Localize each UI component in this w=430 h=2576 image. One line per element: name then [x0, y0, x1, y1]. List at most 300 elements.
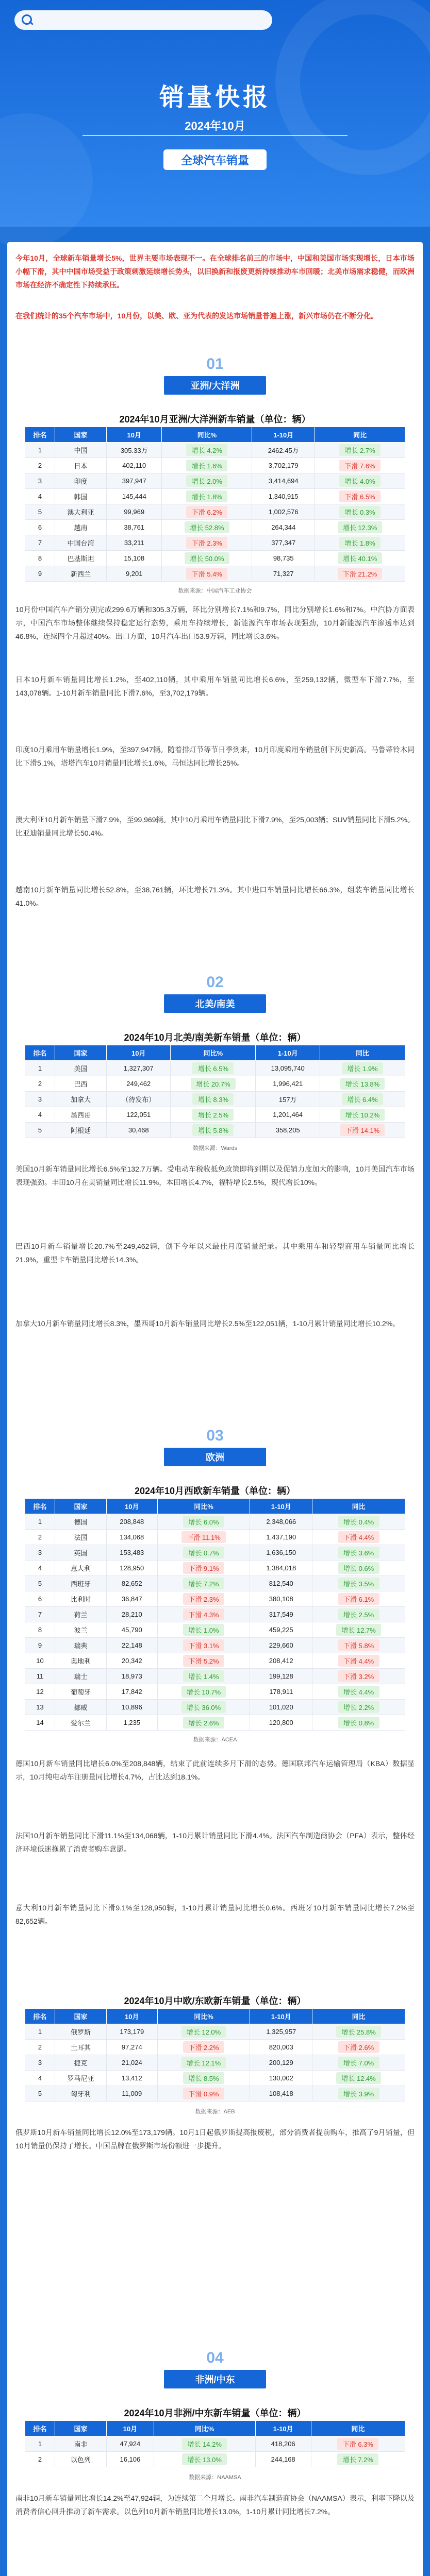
table-cell — [157, 1700, 250, 1715]
column-header: 1-10月 — [250, 1499, 312, 1514]
change-badge: 下滑 2.2% — [183, 2041, 224, 2053]
change-badge: 增长 2.6% — [183, 1717, 224, 1728]
table-cell: 4 — [25, 1107, 55, 1123]
column-header: 国家 — [55, 2421, 107, 2436]
americas-sales-table — [25, 1045, 405, 1138]
table-cell — [162, 489, 252, 504]
change-badge: 增长 2.5% — [192, 1109, 234, 1121]
change-badge: 下滑 2.3% — [183, 1593, 224, 1605]
table-cell: 西班牙 — [55, 1576, 107, 1591]
table-cell: 1,636,150 — [250, 1545, 312, 1561]
table-cell: 法国 — [55, 1530, 107, 1545]
table-cell — [312, 1653, 405, 1669]
table-cell: 英国 — [55, 1545, 107, 1561]
table-cell: 208,848 — [107, 1514, 158, 1530]
change-badge: 增长 4.4% — [338, 1686, 379, 1698]
table-cell: 97,274 — [107, 2040, 158, 2055]
table-cell: 128,950 — [107, 1561, 158, 1576]
table-cell: 韩国 — [55, 489, 107, 504]
change-badge: 下滑 6.1% — [338, 1593, 379, 1605]
change-badge: 增长 0.3% — [339, 506, 381, 518]
table-row — [25, 551, 405, 566]
change-badge: 增长 13.0% — [182, 2453, 226, 2465]
section-number: 03 — [206, 1427, 224, 1444]
table-cell: 153,483 — [107, 1545, 158, 1561]
column-header: 10月 — [107, 2009, 158, 2024]
change-badge: 增长 6.0% — [183, 1516, 224, 1528]
table-cell: 意大利 — [55, 1561, 107, 1576]
column-header: 国家 — [55, 1045, 107, 1061]
table-cell: 28,210 — [107, 1607, 158, 1622]
table-row — [25, 1653, 405, 1669]
table-row — [25, 1561, 405, 1576]
table-row — [25, 566, 405, 582]
column-header: 国家 — [55, 427, 107, 443]
table-cell — [312, 1607, 405, 1622]
column-header: 10月 — [107, 2421, 154, 2436]
table-cell: 加拿大 — [55, 1092, 107, 1107]
table-cell — [157, 2086, 250, 2102]
column-header: 10月 — [107, 1045, 171, 1061]
table-cell: 20,342 — [107, 1653, 158, 1669]
table-cell — [312, 2055, 405, 2071]
table-cell: 2 — [25, 1076, 55, 1092]
table-cell — [312, 1669, 405, 1684]
table-cell — [312, 1715, 405, 1731]
table-cell: 3 — [25, 473, 55, 489]
change-badge: 下滑 2.3% — [186, 537, 227, 549]
table-cell: 1 — [25, 1061, 55, 1076]
table-title: 2024年10月北美/南美新车销量（单位：辆） — [124, 1032, 306, 1043]
table-cell: 4 — [25, 1561, 55, 1576]
change-badge: 增长 0.6% — [338, 1562, 379, 1574]
table-cell: 8 — [25, 551, 55, 566]
table-row — [25, 1123, 405, 1138]
table-cell: 45,790 — [107, 1622, 158, 1638]
table-cell — [312, 2086, 405, 2102]
change-badge: 增长 7.0% — [338, 2057, 379, 2069]
table-cell: 俄罗斯 — [55, 2024, 107, 2040]
table-cell — [312, 2040, 405, 2055]
change-badge: 增长 12.4% — [336, 2072, 381, 2084]
change-badge: 增长 2.0% — [186, 475, 227, 487]
data-source: 数据来源：ACEA — [193, 1737, 237, 1743]
column-header: 1-10月 — [256, 1045, 320, 1061]
change-badge: 增长 2.5% — [338, 1608, 379, 1620]
table-cell — [162, 520, 252, 535]
asia-sales-table — [25, 427, 405, 582]
table-cell — [315, 473, 405, 489]
title-divider — [82, 135, 348, 136]
table-cell: 249,462 — [107, 1076, 171, 1092]
change-badge: 下滑 5.4% — [186, 568, 227, 580]
table-cell: 印度 — [55, 473, 107, 489]
table-row — [25, 1061, 405, 1076]
table-cell — [312, 1545, 405, 1561]
table-row — [25, 1107, 405, 1123]
table-cell: 1,235 — [107, 1715, 158, 1731]
table-cell — [157, 1514, 250, 1530]
table-cell: 1,384,018 — [250, 1561, 312, 1576]
table-cell: 10 — [25, 1653, 55, 1669]
table-cell: 中国台湾 — [55, 535, 107, 551]
table-row — [25, 458, 405, 473]
table-cell: 11,009 — [107, 2086, 158, 2102]
table-row — [25, 1607, 405, 1622]
table-cell: 21,024 — [107, 2055, 158, 2071]
table-row — [25, 1530, 405, 1545]
table-row — [25, 489, 405, 504]
table-title: 2024年10月非洲/中东新车销量（单位：辆） — [124, 2408, 306, 2418]
change-badge: 增长 8.5% — [183, 2072, 224, 2084]
table-cell: 200,129 — [250, 2055, 312, 2071]
table-cell: 9 — [25, 1638, 55, 1653]
change-badge: 下滑 4.3% — [183, 1608, 224, 1620]
table-cell — [157, 2071, 250, 2086]
africa-mideast-sales-table — [25, 2420, 405, 2467]
change-badge: 增长 3.6% — [338, 1547, 379, 1558]
column-header: 排名 — [25, 1499, 55, 1514]
table-cell: 巴西 — [55, 1076, 107, 1092]
table-cell: 101,020 — [250, 1700, 312, 1715]
table-cell: 6 — [25, 520, 55, 535]
change-badge: 增长 1.8% — [339, 537, 381, 549]
change-badge: 增长 3.5% — [338, 1578, 379, 1589]
table-cell — [311, 2452, 405, 2467]
column-header: 排名 — [25, 427, 55, 443]
change-badge: 下滑 5.2% — [183, 1655, 224, 1667]
table-cell — [157, 1530, 250, 1545]
table-cell: 瑞士 — [55, 1669, 107, 1684]
change-badge: 增长 50.0% — [185, 552, 229, 564]
table-cell: 爱尔兰 — [55, 1715, 107, 1731]
table-row — [25, 535, 405, 551]
table-cell — [320, 1092, 405, 1107]
body-paragraph: 澳大利亚10月新车销量下滑7.9%，至99,969辆。其中10月乘用车销量同比下滑7.9%，至25,003辆；SUV销量同比下滑5.2%。比亚迪销量同比增长50.4%。 — [15, 816, 415, 837]
table-row — [25, 1715, 405, 1731]
table-cell: 178,911 — [250, 1684, 312, 1700]
change-badge: 增长 25.8% — [336, 2026, 381, 2038]
table-cell — [171, 1107, 256, 1123]
change-badge: 增长 4.0% — [339, 475, 381, 487]
west-europe-sales-table — [25, 1498, 405, 1731]
data-source: 数据来源：Wards — [192, 1145, 238, 1151]
table-cell — [320, 1076, 405, 1092]
table-cell: 1,340,915 — [252, 489, 315, 504]
table-cell: 阿根廷 — [55, 1123, 107, 1138]
table-cell: 208,412 — [250, 1653, 312, 1669]
table-cell: 1,002,576 — [252, 504, 315, 520]
change-badge: 增长 12.3% — [338, 521, 382, 533]
table-cell: 澳大利亚 — [55, 504, 107, 520]
table-cell: 3 — [25, 2055, 55, 2071]
table-cell: 13,412 — [107, 2071, 158, 2086]
change-badge: 增长 1.6% — [186, 460, 227, 471]
body-paragraph: 越南10月新车销量同比增长52.8%，至38,761辆，环比增长71.3%。其中进口车销量同比增长66.3%，组装车销量同比增长41.0%。 — [15, 886, 415, 907]
table-cell: 德国 — [55, 1514, 107, 1530]
table-cell: 1 — [25, 2024, 55, 2040]
table-cell — [312, 1684, 405, 1700]
decor-circle — [0, 113, 93, 247]
table-row — [25, 1669, 405, 1684]
table-cell: 30,468 — [107, 1123, 171, 1138]
table-row — [25, 2055, 405, 2071]
table-cell: 5 — [25, 1576, 55, 1591]
change-badge: 下滑 7.6% — [339, 460, 381, 471]
column-header: 1-10月 — [255, 2421, 311, 2436]
table-row — [25, 1638, 405, 1653]
table-cell — [162, 473, 252, 489]
table-cell: 377,347 — [252, 535, 315, 551]
table-cell: 捷克 — [55, 2055, 107, 2071]
table-cell — [162, 551, 252, 566]
table-cell: 1,201,464 — [256, 1107, 320, 1123]
table-cell: 罗马尼亚 — [55, 2071, 107, 2086]
column-header: 排名 — [25, 2009, 55, 2024]
table-cell: （待发布） — [107, 1092, 171, 1107]
column-header: 同比% — [171, 1045, 256, 1061]
table-cell — [315, 504, 405, 520]
section-label: 亚洲/大洋洲 — [164, 376, 266, 395]
table-cell: 1 — [25, 443, 55, 458]
table-cell — [162, 566, 252, 582]
table-cell — [171, 1061, 256, 1076]
table-cell: 13 — [25, 1700, 55, 1715]
search-icon — [19, 11, 36, 29]
table-cell — [315, 520, 405, 535]
column-header: 同比 — [315, 427, 405, 443]
table-cell — [312, 1530, 405, 1545]
change-badge: 增长 12.7% — [336, 1624, 381, 1636]
table-cell — [157, 1561, 250, 1576]
column-header: 排名 — [25, 1045, 55, 1061]
table-cell: 7 — [25, 1607, 55, 1622]
table-row — [25, 2452, 405, 2467]
table-cell: 4 — [25, 2071, 55, 2086]
table-cell: 5 — [25, 1123, 55, 1138]
table-cell: 14 — [25, 1715, 55, 1731]
table-cell: 2 — [25, 1530, 55, 1545]
table-cell: 229,660 — [250, 1638, 312, 1653]
table-title: 2024年10月中欧/东欧新车销量（单位：辆） — [124, 1996, 306, 2006]
table-row — [25, 2086, 405, 2102]
change-badge: 下滑 6.5% — [339, 490, 381, 502]
table-cell: 奥地利 — [55, 1653, 107, 1669]
table-cell: 1,325,957 — [250, 2024, 312, 2040]
change-badge: 增长 0.4% — [338, 1516, 379, 1528]
change-badge: 下滑 3.1% — [183, 1639, 224, 1651]
section-label: 非洲/中东 — [164, 2370, 266, 2388]
change-badge: 下滑 4.4% — [338, 1531, 379, 1543]
table-cell: 47,924 — [107, 2436, 154, 2452]
table-cell: 98,735 — [252, 551, 315, 566]
table-cell: 南非 — [55, 2436, 107, 2452]
body-paragraph: 巴西10月新车销量增长20.7%至249,462辆，创下今年以来最佳月度销量纪录。其中乘用车和轻型商用车销量同比增长21.9%，重型卡车销量同比增长14.3%。 — [15, 1242, 415, 1264]
table-row — [25, 1545, 405, 1561]
table-cell: 397,947 — [107, 473, 162, 489]
data-source: 数据来源：NAAMSA — [189, 2475, 241, 2481]
table-cell: 挪威 — [55, 1700, 107, 1715]
table-cell — [311, 2436, 405, 2452]
body-paragraph: 10月份中国汽车产销分别完成299.6万辆和305.3万辆，环比分别增长7.1%和9.7%，同比分别增长1.6%和7%。中汽协方面表示，中国汽车市场整体继续保持稳定运行态势，乘用车持续增长，新能源汽车市场表现强劲，10月新能源汽车渗透率达到46.8%，连续四个月超过40%。出口方面，10月汽车出口53.9万辆，同比增长3.6%。 — [15, 605, 415, 640]
body-paragraph: 意大利10月新车销量同比下滑9.1%至128,950辆，1-10月累计销量同比增长0.6%。西班牙10月新车销量同比增长7.2%至82,652辆。 — [15, 1904, 415, 1925]
body-paragraph: 德国10月新车销量同比增长6.0%至208,848辆，结束了此前连续多月下滑的态势。德国联邦汽车运输管理局（KBA）数据显示，10月纯电动车注册量同比增长4.7%，占比达到18.1%。 — [15, 1759, 415, 1781]
table-cell: 越南 — [55, 520, 107, 535]
table-cell: 4 — [25, 489, 55, 504]
column-header: 国家 — [55, 2009, 107, 2024]
table-cell — [157, 1545, 250, 1561]
change-badge: 下滑 14.1% — [340, 1124, 385, 1136]
search-bar[interactable] — [14, 10, 272, 30]
table-cell: 瑞典 — [55, 1638, 107, 1653]
table-cell: 2 — [25, 2452, 55, 2467]
table-cell: 1,996,421 — [256, 1076, 320, 1092]
column-header: 1-10月 — [252, 427, 315, 443]
table-cell: 巴基斯坦 — [55, 551, 107, 566]
table-cell — [320, 1061, 405, 1076]
table-title: 2024年10月西欧新车销量（单位：辆） — [134, 1486, 296, 1496]
column-header: 同比 — [311, 2421, 405, 2436]
table-cell: 8 — [25, 1622, 55, 1638]
change-badge: 增长 7.2% — [183, 1578, 224, 1589]
table-cell — [157, 1715, 250, 1731]
column-header: 10月 — [107, 1499, 158, 1514]
column-header: 同比% — [157, 2009, 250, 2024]
table-row — [25, 1092, 405, 1107]
table-cell: 38,761 — [107, 520, 162, 535]
table-cell — [157, 1622, 250, 1638]
table-cell: 2 — [25, 2040, 55, 2055]
column-header: 10月 — [107, 427, 162, 443]
change-badge: 增长 0.7% — [183, 1547, 224, 1558]
table-row — [25, 520, 405, 535]
table-cell: 5 — [25, 2086, 55, 2102]
table-cell: 22,148 — [107, 1638, 158, 1653]
intro-paragraph-2: 在我们统计的35个汽车市场中，10月份，以美、欧、亚为代表的发达市场销量普遍上涨，新兴市场仍在不断分化。 — [15, 312, 378, 320]
change-badge: 下滑 4.4% — [338, 1655, 379, 1667]
hero-banner — [0, 0, 430, 227]
table-cell — [162, 458, 252, 473]
change-badge: 下滑 9.1% — [183, 1562, 224, 1574]
table-cell: 16,106 — [107, 2452, 154, 2467]
table-cell: 1,437,190 — [250, 1530, 312, 1545]
change-badge: 增长 10.2% — [340, 1109, 385, 1121]
section-number: 04 — [206, 2349, 224, 2366]
intro-paragraph: 今年10月，全球新车销量增长5%，世界主要市场表现不一。在全球排名前三的市场中，中国和美国市场实现增长，日本市场小幅下滑，其中中国市场受益于政策刺激延续增长势头，以旧换新和报废更新持续推动车市回暖；北美市场需求稳健，而欧洲市场在经济不确定性下持续承压。 — [15, 254, 415, 289]
table-cell: 108,418 — [250, 2086, 312, 2102]
table-row — [25, 504, 405, 520]
change-badge: 增长 6.4% — [342, 1093, 383, 1105]
table-cell — [315, 566, 405, 582]
east-europe-sales-table — [25, 2008, 405, 2102]
table-title: 2024年10月亚洲/大洋洲新车销量（单位：辆） — [119, 414, 311, 425]
body-paragraph: 南非10月新车销量同比增长14.2%至47,924辆，为连续第二个月增长。南非汽车制造商协会（NAAMSA）表示，利率下降以及消费者信心回升推动了新车需求。以色列10月新车销量同比增长13.0%，1-10月累计同比增长7.2%。 — [15, 2494, 415, 2516]
change-badge: 增长 20.7% — [191, 1078, 235, 1090]
table-cell: 305.33万 — [107, 443, 162, 458]
table-cell: 199,128 — [250, 1669, 312, 1684]
change-badge: 增长 6.5% — [192, 1062, 234, 1074]
table-cell: 3 — [25, 1092, 55, 1107]
table-cell: 36,847 — [107, 1591, 158, 1607]
table-cell: 13,095,740 — [256, 1061, 320, 1076]
table-cell — [315, 458, 405, 473]
table-cell — [312, 1591, 405, 1607]
table-cell: 波兰 — [55, 1622, 107, 1638]
table-cell — [312, 1700, 405, 1715]
change-badge: 增长 8.3% — [192, 1093, 234, 1105]
table-cell: 71,327 — [252, 566, 315, 582]
table-cell: 122,051 — [107, 1107, 171, 1123]
table-cell: 荷兰 — [55, 1607, 107, 1622]
column-header: 同比% — [157, 1499, 250, 1514]
table-cell: 5 — [25, 504, 55, 520]
table-cell — [312, 1576, 405, 1591]
table-cell: 134,068 — [107, 1530, 158, 1545]
change-badge: 增长 1.8% — [186, 490, 227, 502]
table-cell — [157, 1669, 250, 1684]
table-row — [25, 2024, 405, 2040]
table-cell: 匈牙利 — [55, 2086, 107, 2102]
table-cell — [315, 551, 405, 566]
table-cell: 2,348,066 — [250, 1514, 312, 1530]
section-label: 北美/南美 — [164, 994, 266, 1013]
change-badge: 增长 5.8% — [192, 1124, 234, 1136]
table-cell: 中国 — [55, 443, 107, 458]
body-paragraph: 法国10月新车销量同比下滑11.1%至134,068辆，1-10月累计销量同比下滑4.4%。法国汽车制造商协会（PFA）表示，整体经济环境低迷拖累了消费者购车意愿。 — [15, 1832, 415, 1853]
change-badge: 下滑 5.8% — [338, 1639, 379, 1651]
change-badge: 增长 13.8% — [340, 1078, 385, 1090]
table-row — [25, 473, 405, 489]
section-label: 欧洲 — [164, 1448, 266, 1466]
table-row — [25, 2071, 405, 2086]
table-cell — [312, 2024, 405, 2040]
table-cell — [157, 1684, 250, 1700]
table-cell: 12 — [25, 1684, 55, 1700]
table-cell — [315, 443, 405, 458]
change-badge: 下滑 2.6% — [338, 2041, 379, 2053]
table-cell: 6 — [25, 1591, 55, 1607]
table-cell: 130,002 — [250, 2071, 312, 2086]
table-cell — [312, 1638, 405, 1653]
table-cell: 1 — [25, 1514, 55, 1530]
table-cell — [162, 504, 252, 520]
table-cell: 1,327,307 — [107, 1061, 171, 1076]
column-header: 国家 — [55, 1499, 107, 1514]
table-cell: 美国 — [55, 1061, 107, 1076]
body-paragraph: 俄罗斯10月新车销量同比增长12.0%至173,179辆。10月1日起俄罗斯提高报废税，部分消费者提前购车，推高了9月销量，但10月销量仍保持了增长。中国品牌在俄罗斯市场份额进一步提升。 — [15, 2128, 415, 2150]
page-title: 销量快报 — [159, 84, 271, 111]
change-badge: 增长 2.2% — [338, 1701, 379, 1713]
table-cell: 15,108 — [107, 551, 162, 566]
column-header: 排名 — [25, 2421, 55, 2436]
change-badge: 增长 14.2% — [182, 2438, 226, 2450]
table-cell: 18,973 — [107, 1669, 158, 1684]
table-cell: 新西兰 — [55, 566, 107, 582]
table-cell — [157, 1591, 250, 1607]
table-cell: 812,540 — [250, 1576, 312, 1591]
table-row — [25, 1076, 405, 1092]
table-cell — [171, 1092, 256, 1107]
table-cell: 2 — [25, 458, 55, 473]
column-header: 同比% — [154, 2421, 255, 2436]
table-cell — [157, 1653, 250, 1669]
body-paragraph: 印度10月乘用车销量增长1.9%，至397,947辆。随着排灯节等节日季到来，10月印度乘用车销量创下历史新高。马鲁蒂铃木同比下滑5.1%，塔塔汽车10月销量同比增长1.6%，马恒达同比增长25%。 — [15, 745, 415, 767]
table-cell: 244,168 — [255, 2452, 311, 2467]
change-badge: 增长 10.7% — [181, 1686, 226, 1698]
body-paragraph: 加拿大10月新车销量同比增长8.3%，墨西哥10月新车销量同比增长2.5%至122,051辆，1-10月累计销量同比增长10.2%。 — [15, 1319, 400, 1328]
change-badge: 增长 1.9% — [342, 1062, 383, 1074]
change-badge: 增长 4.2% — [186, 444, 227, 456]
